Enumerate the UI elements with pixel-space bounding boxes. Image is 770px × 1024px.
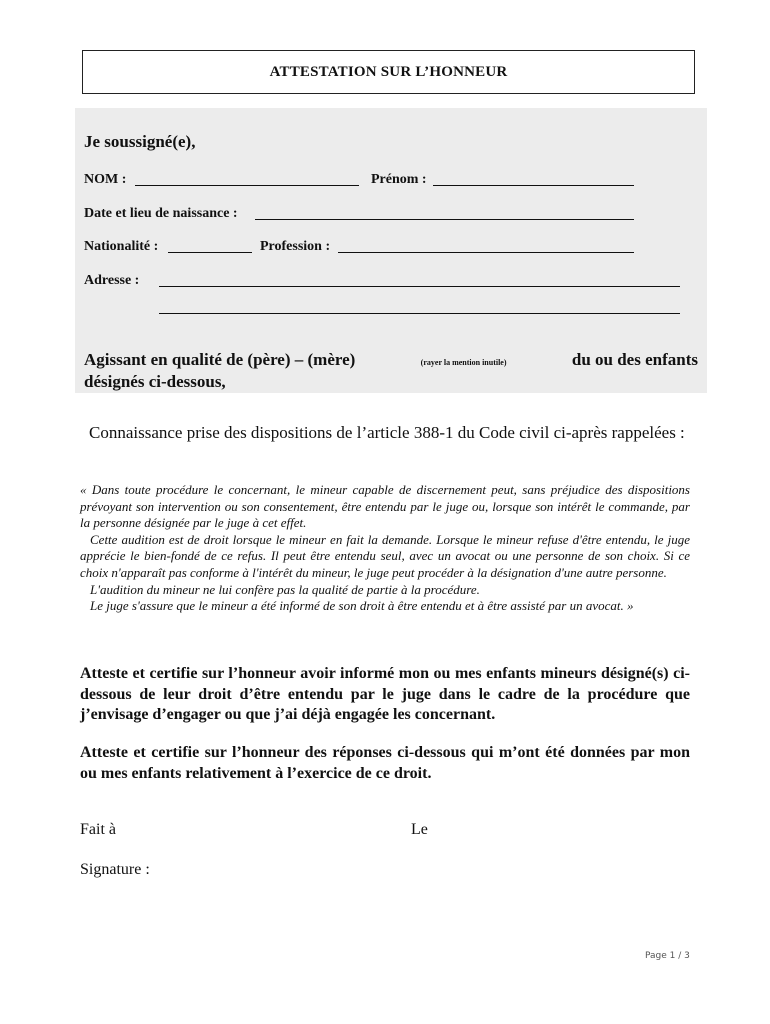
agissant-note: (rayer la mention inutile): [420, 358, 507, 367]
profession-field[interactable]: [338, 252, 634, 253]
agissant-paragraph: [84, 350, 698, 391]
adresse-field-line-2[interactable]: [159, 313, 680, 314]
signature-label: Signature :: [80, 861, 150, 878]
quote-paragraph-4: Le juge s'assure que le mineur a été informé de son droit à être entendu et à être assisté par un avocat. »: [90, 598, 634, 614]
intro-text: Je soussigné(e),: [84, 132, 196, 151]
title-text: ATTESTATION SUR L’HONNEUR: [269, 63, 508, 80]
prenom-label: Prénom :: [371, 172, 427, 187]
naissance-field[interactable]: [255, 219, 634, 220]
quote-paragraph-3: L'audition du mineur ne lui confère pas la qualité de partie à la procédure.: [90, 581, 480, 597]
nom-field[interactable]: [135, 185, 359, 186]
connaissance-paragraph: Connaissance prise des dispositions de l’article 388-1 du Code civil ci-après rappelées :: [89, 423, 685, 442]
date-label: Le: [411, 821, 428, 838]
atteste-paragraph-1: Atteste et certifie sur l’honneur avoir informé mon ou mes enfants mineurs désigné(s) ci-dessous de leur droit d’être entendu par le juge dans le cadre de la procédure que j’envisage d’engager ou que j’ai déjà engagée les concernant.: [80, 665, 690, 723]
fait-a-label: Fait à: [80, 821, 116, 838]
adresse-field-line-1[interactable]: [159, 286, 680, 287]
naissance-label: Date et lieu de naissance :: [84, 206, 238, 221]
article-quote: [80, 482, 690, 615]
prenom-field[interactable]: [433, 185, 634, 186]
nationalite-field[interactable]: [168, 252, 252, 253]
agissant-text-2: du ou des enfants: [571, 350, 698, 369]
document-title: [82, 50, 695, 94]
profession-label: Profession :: [260, 239, 331, 254]
agissant-text-3: désignés ci-dessous,: [84, 372, 226, 391]
page-number: Page 1 / 3: [645, 951, 690, 961]
nom-label: NOM :: [84, 172, 127, 187]
quote-paragraph-1: « Dans toute procédure le concernant, le mineur capable de discernement peut, sans préjudice des dispositions prévoyant son intervention ou son consentement, être entendu par le juge ou, lorsque son intérêt le commande, par la personne désignée par le juge à cet effet.: [80, 482, 690, 531]
nationalite-label: Nationalité :: [84, 239, 159, 254]
atteste-paragraph-2: Atteste et certifie sur l’honneur des réponses ci-dessous qui m’ont été données par mon ou mes enfants relativement à l’exercice de ce droit.: [80, 744, 690, 782]
agissant-text-1: Agissant en qualité de (père) – (mère): [84, 350, 356, 369]
quote-paragraph-2: Cette audition est de droit lorsque le mineur en fait la demande. Lorsque le mineur refuse d'être entendu, le juge apprécie le bien-fondé de ce refus. Il peut être entendu seul, avec un avocat ou une personne de son choix. Si ce choix n'apparaît pas conforme à l'intérêt du mineur, le juge peut procéder à la désignation d'une autre personne.: [80, 531, 690, 580]
adresse-label: Adresse :: [84, 273, 140, 288]
